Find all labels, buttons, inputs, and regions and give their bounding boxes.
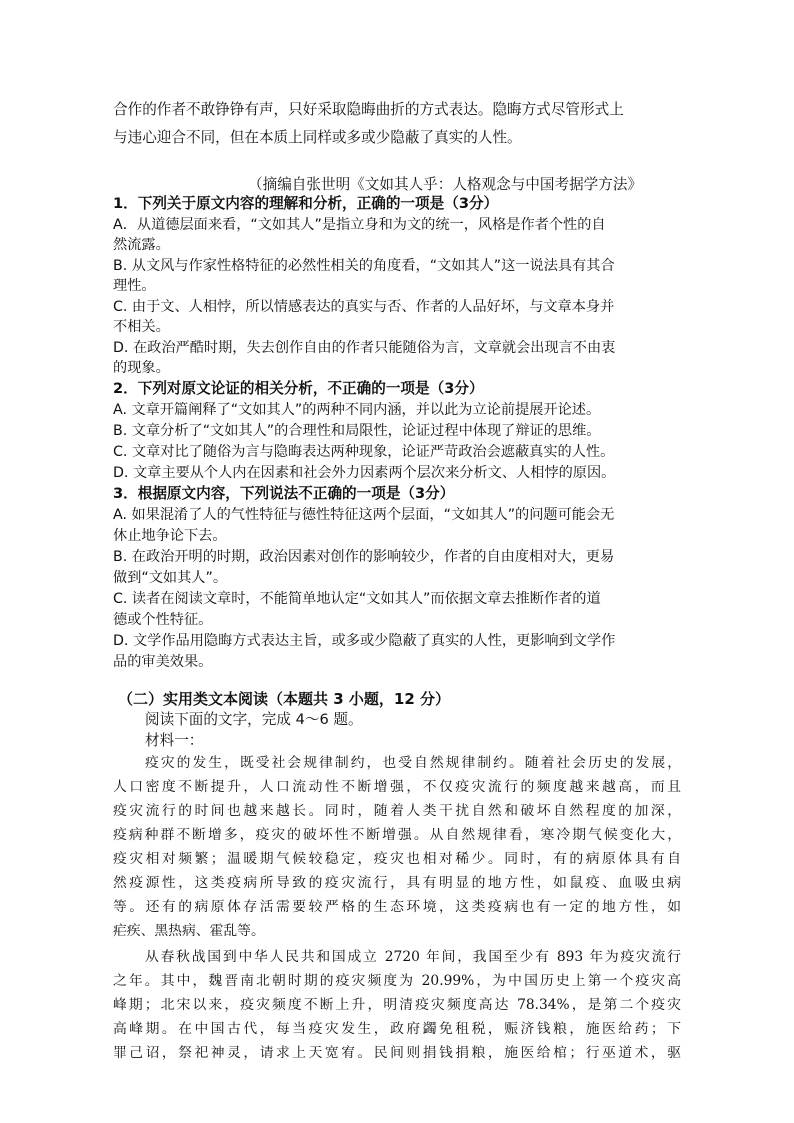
question-3-option-a: A. 如果混淆了人的气性特征与德性特征这两个层面，“文如其人”的问题可能会无 xyxy=(113,507,615,523)
question-3-option-b-cont: 做到“文如其人”。 xyxy=(113,570,228,586)
material-paragraph-1-line-1: 疫灾的发生，既受社会规律制约，也受自然规律制约。随着社会历史的发展， xyxy=(145,755,681,771)
question-2-option-b: B. 文章分析了“文如其人”的合理性和局限性，论证过程中体现了辩证的思维。 xyxy=(113,423,601,439)
question-1-option-a: A．从道德层面来看，“文如其人”是指立身和为文的统一，风格是作者个性的自 xyxy=(113,217,606,233)
question-1-stem: 1．下列关于原文内容的理解和分析，正确的一项是（3分） xyxy=(113,195,499,212)
source-citation: （摘编自张世明《文如其人乎：人格观念与中国考据学方法》 xyxy=(248,176,643,193)
question-3-option-d: D. 文学作品用隐晦方式表达主旨，或多或少隐蔽了真实的人性，更影响到文学作 xyxy=(113,633,616,649)
material-paragraph-2-line-1: 从春秋战国到中华人民共和国成立 2720 年间，我国至少有 893 年为疫灾流行 xyxy=(145,949,681,965)
material-paragraph-1-line-5: 疫灾相对频繁；温暖期气候较稳定，疫灾也相对稀少。同时，有的病原体具有自 xyxy=(113,851,681,867)
question-1-option-c: C. 由于文、人相悖，所以情感表达的真实与否、作者的人品好坏，与文章本身并 xyxy=(113,299,615,315)
question-3-stem: 3．根据原文内容，下列说法不正确的一项是（3分） xyxy=(113,485,455,502)
section-heading: （二）实用类文本阅读（本题共 3 小题，12 分） xyxy=(118,690,450,708)
section-instruction: 阅读下面的文字，完成 4～6 题。 xyxy=(145,711,363,728)
question-1-option-d-cont: 的现象。 xyxy=(113,360,170,376)
question-3-option-d-cont: 品的审美效果。 xyxy=(113,654,213,670)
material-paragraph-2-line-3: 峰期；北宋以来，疫灾频度不断上升，明清疫灾频度高达 78.34%，是第二个疫灾 xyxy=(113,997,681,1013)
question-1-option-b-cont: 理性。 xyxy=(113,278,156,294)
question-2-option-d: D. 文章主要从个人内在因素和社会外力因素两个层次来分析文、人相悖的原因。 xyxy=(113,465,616,481)
intro-line-2: 与违心迎合不同，但在本质上同样或多或少隐蔽了真实的人性。 xyxy=(113,129,522,146)
question-3-option-c-cont: 德或个性特征。 xyxy=(113,612,213,628)
question-3-option-a-cont: 休止地争论下去。 xyxy=(113,528,227,544)
question-3-option-c: C. 读者在阅读文章时，不能简单地认定“文如其人”而依据文章去推断作者的道 xyxy=(113,591,601,607)
material-paragraph-1-line-7: 等。还有的病原体存活需要较严格的生态环境，这类疫病也有一定的地方性，如 xyxy=(113,899,681,915)
material-paragraph-1-line-8: 疟疾、黑热病、霍乱等。 xyxy=(113,923,265,939)
question-2-option-c: C. 文章对比了随俗为言与隐晦表达两种现象，论证严苛政治会遮蔽真实的人性。 xyxy=(113,444,615,460)
question-1-option-d: D. 在政治严酷时期，失去创作自由的作者只能随俗为言，文章就会出现言不由衷 xyxy=(113,340,616,356)
material-label: 材料一： xyxy=(145,732,204,749)
material-paragraph-1-line-2: 人口密度不断提升，人口流动性不断增强，不仅疫灾流行的频度越来越高，而且 xyxy=(113,779,681,795)
material-paragraph-2-line-5: 罪己诏，祭祀神灵，请求上天宽宥。民间则捐钱捐粮，施医给棺；行巫道术，驱 xyxy=(113,1045,681,1061)
intro-line-1: 合作的作者不敢铮铮有声，只好采取隐晦曲折的方式表达。隐晦方式尽管形式上 xyxy=(113,101,624,118)
question-1-option-b: B. 从文风与作家性格特征的必然性相关的角度看，“文如其人”这一说法具有其合 xyxy=(113,258,615,274)
question-1-option-a-cont: 然流露。 xyxy=(113,237,170,253)
question-3-option-b: B. 在政治开明的时期，政治因素对创作的影响较少，作者的自由度相对大，更易 xyxy=(113,549,615,565)
material-paragraph-1-line-4: 疫病种群不断增多，疫灾的破坏性不断增强。从自然规律看，寒冷期气候变化大， xyxy=(113,827,681,843)
question-2-option-a: A. 文章开篇阐释了“文如其人”的两种不同内涵，并以此为立论前提展开论述。 xyxy=(113,402,601,418)
material-paragraph-2-line-2: 之年。其中，魏晋南北朝时期的疫灾频度为 20.99%，为中国历史上第一个疫灾高 xyxy=(113,973,681,989)
material-paragraph-1-line-6: 然疫源性，这类疫病所导致的疫灾流行，具有明显的地方性，如鼠疫、血吸虫病 xyxy=(113,875,681,891)
question-2-stem: 2．下列对原文论证的相关分析，不正确的一项是（3分） xyxy=(113,380,484,397)
material-paragraph-2-line-4: 高峰期。在中国古代，每当疫灾发生，政府蠲免租税，赈济钱粮，施医给药；下 xyxy=(113,1021,681,1037)
question-1-option-c-cont: 不相关。 xyxy=(113,319,170,335)
material-paragraph-1-line-3: 疫灾流行的时间也越来越长。同时，随着人类干扰自然和破坏自然程度的加深， xyxy=(113,803,681,819)
